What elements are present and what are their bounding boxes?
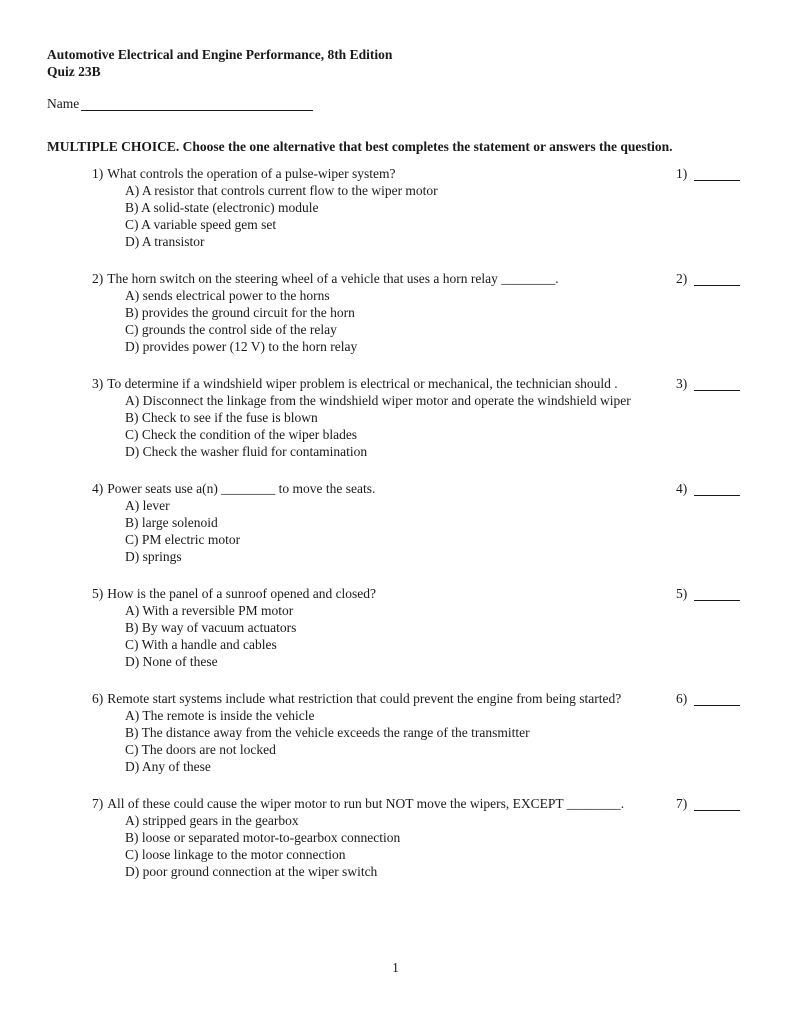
option: D) A transistor	[125, 234, 205, 249]
document-title: Automotive Electrical and Engine Performance, 8th Edition	[47, 47, 393, 62]
option: B) Check to see if the fuse is blown	[125, 410, 318, 425]
question-text: Power seats use a(n) ________ to move the seats.	[107, 481, 376, 496]
question-number: 5)	[92, 586, 104, 601]
option: D) None of these	[125, 654, 218, 669]
option: B) By way of vacuum actuators	[125, 620, 297, 635]
option: B) The distance away from the vehicle exceeds the range of the transmitter	[125, 725, 530, 740]
option: C) The doors are not locked	[125, 742, 276, 757]
option: C) PM electric motor	[125, 532, 241, 547]
question-text: Remote start systems include what restriction that could prevent the engine from being started?	[107, 691, 622, 706]
answer-area	[676, 480, 746, 497]
answer-blank-line	[694, 590, 740, 601]
answer-number: 6)	[676, 691, 688, 706]
answer-number: 7)	[676, 796, 688, 811]
question-block	[47, 480, 746, 565]
name-row	[47, 95, 746, 112]
answer-number: 3)	[676, 376, 688, 391]
question-body	[47, 480, 676, 565]
answer-blank-line	[694, 380, 740, 391]
question-line	[92, 270, 670, 287]
option: C) A variable speed gem set	[125, 217, 277, 232]
option: C) grounds the control side of the relay	[125, 322, 337, 337]
answer-blank-line	[694, 800, 740, 811]
option: A) sends electrical power to the horns	[125, 288, 330, 303]
question-block	[47, 375, 746, 460]
answer-number: 4)	[676, 481, 688, 496]
header	[47, 46, 746, 80]
question-body	[47, 690, 676, 775]
answer-blank-line	[694, 275, 740, 286]
question-number: 7)	[92, 796, 104, 811]
option: A) With a reversible PM motor	[125, 603, 294, 618]
option: A) Disconnect the linkage from the windshield wiper motor and operate the windshield wiper	[125, 393, 631, 408]
question-number: 1)	[92, 166, 104, 181]
question-line	[92, 795, 670, 812]
question-number: 4)	[92, 481, 104, 496]
question-block	[47, 165, 746, 250]
option: D) provides power (12 V) to the horn relay	[125, 339, 358, 354]
question-options	[92, 812, 645, 880]
answer-area	[676, 795, 746, 812]
option: D) springs	[125, 549, 182, 564]
answer-area	[676, 375, 746, 392]
question-number: 6)	[92, 691, 104, 706]
answer-number: 1)	[676, 166, 688, 181]
questions-list	[47, 165, 746, 880]
option: D) poor ground connection at the wiper switch	[125, 864, 378, 879]
question-body	[47, 585, 676, 670]
question-line	[92, 480, 670, 497]
question-body	[47, 165, 676, 250]
answer-area	[676, 585, 746, 602]
option: B) loose or separated motor-to-gearbox connection	[125, 830, 401, 845]
question-body	[47, 375, 676, 460]
question-block	[47, 585, 746, 670]
question-text: What controls the operation of a pulse-wiper system?	[107, 166, 396, 181]
question-options	[92, 287, 645, 355]
question-options	[92, 602, 645, 670]
answer-area	[676, 690, 746, 707]
answer-blank-line	[694, 485, 740, 496]
option: A) lever	[125, 498, 170, 513]
option: B) provides the ground circuit for the horn	[125, 305, 355, 320]
option: D) Check the washer fluid for contamination	[125, 444, 368, 459]
question-text: How is the panel of a sunroof opened and closed?	[107, 586, 377, 601]
question-body	[47, 795, 676, 880]
name-label: Name	[47, 96, 80, 111]
question-options	[92, 392, 645, 460]
name-blank-line	[81, 100, 313, 111]
question-block	[47, 270, 746, 355]
answer-number: 5)	[676, 586, 688, 601]
option: A) The remote is inside the vehicle	[125, 708, 315, 723]
option: A) A resistor that controls current flow to the wiper motor	[125, 183, 438, 198]
question-options	[92, 707, 645, 775]
instructions: MULTIPLE CHOICE. Choose the one alternative that best completes the statement or answers the question.	[47, 139, 673, 154]
option: D) Any of these	[125, 759, 211, 774]
question-text: The horn switch on the steering wheel of a vehicle that uses a horn relay ________.	[107, 271, 559, 286]
question-line	[92, 585, 670, 602]
option: C) With a handle and cables	[125, 637, 277, 652]
question-block	[47, 795, 746, 880]
question-block	[47, 690, 746, 775]
option: A) stripped gears in the gearbox	[125, 813, 299, 828]
option: B) A solid-state (electronic) module	[125, 200, 319, 215]
question-text: All of these could cause the wiper motor to run but NOT move the wipers, EXCEPT ________.	[107, 796, 625, 811]
question-line	[92, 375, 670, 392]
answer-area	[676, 270, 746, 287]
question-number: 2)	[92, 271, 104, 286]
answer-area	[676, 165, 746, 182]
option: B) large solenoid	[125, 515, 218, 530]
question-line	[92, 690, 670, 707]
question-body	[47, 270, 676, 355]
question-options	[92, 182, 645, 250]
answer-blank-line	[694, 170, 740, 181]
question-options	[92, 497, 645, 565]
question-number: 3)	[92, 376, 104, 391]
question-line	[92, 165, 670, 182]
quiz-subtitle: Quiz 23B	[47, 64, 101, 79]
answer-blank-line	[694, 695, 740, 706]
option: C) loose linkage to the motor connection	[125, 847, 346, 862]
question-text: To determine if a windshield wiper problem is electrical or mechanical, the technician should .	[107, 376, 618, 391]
page-number: 1	[392, 960, 399, 975]
option: C) Check the condition of the wiper blades	[125, 427, 358, 442]
answer-number: 2)	[676, 271, 688, 286]
